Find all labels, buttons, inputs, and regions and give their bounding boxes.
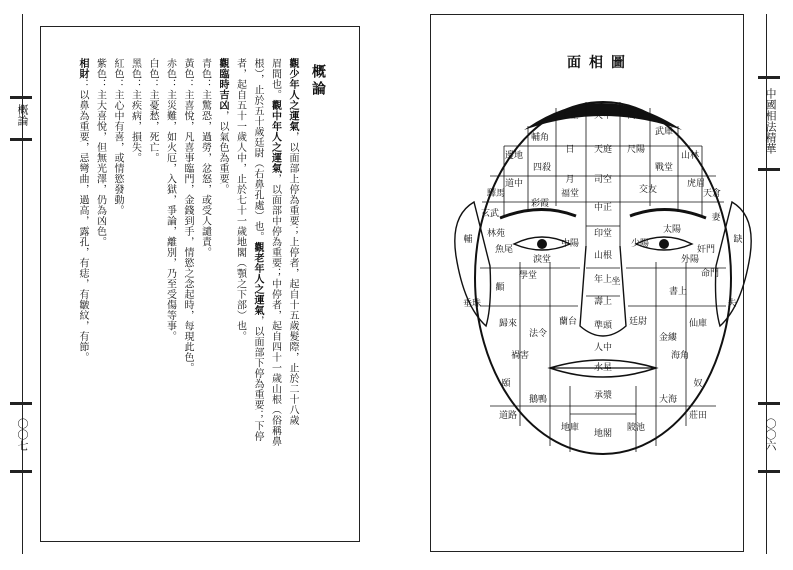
face-region-label: 淚堂 <box>532 255 552 265</box>
text-segment: 黃色：主喜悅，凡喜事臨門，金錢到手，情慾之念起時，每現此色。 <box>182 58 193 373</box>
face-region-label: 坐 <box>611 277 621 287</box>
face-region-label: 道路 <box>498 411 518 421</box>
face-region-label: 承漿 <box>593 391 613 401</box>
left-page-number: 〇〇七 <box>16 418 29 451</box>
face-region-label: 壽上 <box>593 297 613 307</box>
face-region-label: 地閣 <box>593 429 613 439</box>
face-region-label: 戰堂 <box>654 163 674 173</box>
left-pagenum-bar-bottom <box>10 470 32 473</box>
text-column <box>76 58 89 363</box>
face-region-label: 禍害 <box>510 351 530 361</box>
text-segment: 赤色：主災難，如火厄，入獄，爭論，離別，乃至受傷等事。 <box>164 58 176 342</box>
text-segment: 觀中年人之運氣 <box>269 100 281 174</box>
face-region-label: 玄武 <box>480 209 500 219</box>
diagram-title: 面相圖 <box>567 55 633 71</box>
face-region-label: 仙庫 <box>688 319 708 329</box>
left-side-tab: 概論 <box>16 104 29 126</box>
face-region-label: 中正 <box>593 203 613 213</box>
face-region-label: 命門 <box>700 269 720 279</box>
face-region-label: 福堂 <box>560 189 580 199</box>
text-segment: 白色：主憂愁，死亡。 <box>147 58 158 163</box>
face-region-label: 高廣 <box>626 111 646 121</box>
text-segment: ，以面部上停為重要；上停者，起自十五歲髮際，止於二十八歲 <box>287 131 298 426</box>
face-region-label: 輔 <box>463 235 473 245</box>
face-region-label: 尺陽 <box>626 145 646 155</box>
text-column <box>199 58 212 258</box>
face-diagram <box>420 6 788 564</box>
face-region-label: 印堂 <box>593 229 613 239</box>
face-region-label: 垂珠 <box>462 299 482 309</box>
left-brow <box>500 209 576 218</box>
text-segment: ，以面部中停為重要；中停者，起自四十一歲山根（俗稱鼻 <box>269 173 281 447</box>
face-region-label: 道中 <box>504 179 524 189</box>
face-region-label: 頤 <box>501 379 511 389</box>
text-segment: 紅色：主心中有喜，或情慾發動。 <box>112 58 123 216</box>
right-page-number: 〇〇六 <box>764 418 777 451</box>
face-region-label: 法令 <box>528 329 548 339</box>
text-column <box>269 58 282 447</box>
left-pupil <box>537 239 547 249</box>
left-pagenum-bar-top <box>10 402 32 405</box>
face-region-label: 外陽 <box>680 255 700 265</box>
face-region-label: 輔角 <box>530 133 550 143</box>
face-region-label: 奴 <box>693 379 703 389</box>
face-region-label: 日 <box>565 145 575 155</box>
face-region-label: 缺 <box>733 235 743 245</box>
text-segment: 根），止於五十歲廷尉（右鼻孔處）也。 <box>252 58 263 242</box>
text-segment: ，以面部下停為重要；下停 <box>252 315 263 442</box>
text-column <box>216 58 229 195</box>
face-region-label: 天倉 <box>702 189 722 199</box>
text-column <box>146 58 159 163</box>
text-segment: 黑色：主疾病，損失。 <box>129 58 141 163</box>
face-region-label: 書上 <box>668 287 688 297</box>
text-segment: 者，起自五十一歲人中，止於七十一歲地閣（顎之下部）也。 <box>234 58 246 342</box>
text-segment: 觀老年人之運氣 <box>252 242 263 316</box>
face-region-label: 山根 <box>593 251 613 261</box>
face-region-label: 地庫 <box>560 423 580 433</box>
text-column <box>286 58 299 426</box>
face-region-label: 鵝鴨 <box>528 395 548 405</box>
text-segment: 相財 <box>77 58 88 79</box>
face-region-label: 彩霞 <box>530 199 550 209</box>
face-region-label: 林苑 <box>486 229 506 239</box>
face-region-label: 太陽 <box>662 225 682 235</box>
text-segment: 紫色：主大喜悅，但無光澤，仍為凶色。 <box>94 58 106 247</box>
right-side-tab: 中國相法精華 <box>764 88 777 154</box>
face-region-label: 蘭台 <box>558 317 578 327</box>
face-region-label: 歸來 <box>498 319 518 329</box>
face-region-label: 顴 <box>495 283 505 293</box>
text-column <box>94 58 107 247</box>
face-region-label: 陂池 <box>626 423 646 433</box>
left-margin-rule <box>22 14 23 554</box>
face-region-label: 交友 <box>638 185 658 195</box>
text-segment: ：以鼻為重要，忌彎曲，過高，露孔，有痣，有皺紋，有節。 <box>77 79 88 363</box>
face-region-label: 大海 <box>658 395 678 405</box>
face-region-label: 山林 <box>680 151 700 161</box>
section-title: 概論 <box>310 64 326 98</box>
face-region-label: 中陽 <box>560 239 580 249</box>
text-segment: 青色：主驚恐，過勞，忿怒，或受人譴責。 <box>199 58 211 258</box>
face-region-label: 邊地 <box>504 151 524 161</box>
right-brow <box>630 209 706 218</box>
face-region-label: 四殺 <box>532 163 552 173</box>
face-region-label: 奸門 <box>696 245 716 255</box>
face-region-label: 金縷 <box>658 333 678 343</box>
text-column <box>181 58 194 373</box>
face-region-label: 魚尾 <box>494 245 514 255</box>
face-region-label: 少陽 <box>630 239 650 249</box>
face-region-label: 莊田 <box>688 411 708 421</box>
face-region-label: 夫 <box>727 299 737 309</box>
text-column <box>111 58 124 216</box>
face-region-label: 妻 <box>711 213 721 223</box>
face-region-label: 天中 <box>593 111 613 121</box>
right-page <box>420 6 788 564</box>
face-region-label: 水星 <box>593 363 613 373</box>
text-segment: 眉間也。 <box>269 58 281 100</box>
left-tab-bar-top <box>10 96 32 99</box>
text-column <box>164 58 177 342</box>
text-column <box>234 58 247 342</box>
left-page <box>4 6 384 564</box>
face-region-label: 廷尉 <box>628 317 648 327</box>
face-region-label: 天庭 <box>593 145 613 155</box>
text-column <box>129 58 142 163</box>
text-segment: ，以氣色為重要。 <box>217 110 228 195</box>
face-region-label: 驛馬 <box>486 189 506 199</box>
face-region-label: 武庫 <box>654 127 674 137</box>
face-region-label: 學堂 <box>518 271 538 281</box>
face-region-label: 人中 <box>593 343 613 353</box>
face-region-label: 年上 <box>593 275 613 285</box>
face-region-label: 司空 <box>593 175 613 185</box>
text-segment: 觀臨時吉凶 <box>217 58 228 111</box>
left-tab-bar-bottom <box>10 138 32 141</box>
text-segment: 觀少年人之運氣 <box>287 58 298 132</box>
face-region-label: 月 <box>565 175 575 185</box>
text-column <box>251 58 264 442</box>
face-region-label: 準頭 <box>593 321 613 331</box>
face-region-label: 上墓 <box>560 111 580 121</box>
face-region-label: 虎眉 <box>686 179 706 189</box>
right-pupil <box>659 239 669 249</box>
face-region-label: 海角 <box>670 351 690 361</box>
